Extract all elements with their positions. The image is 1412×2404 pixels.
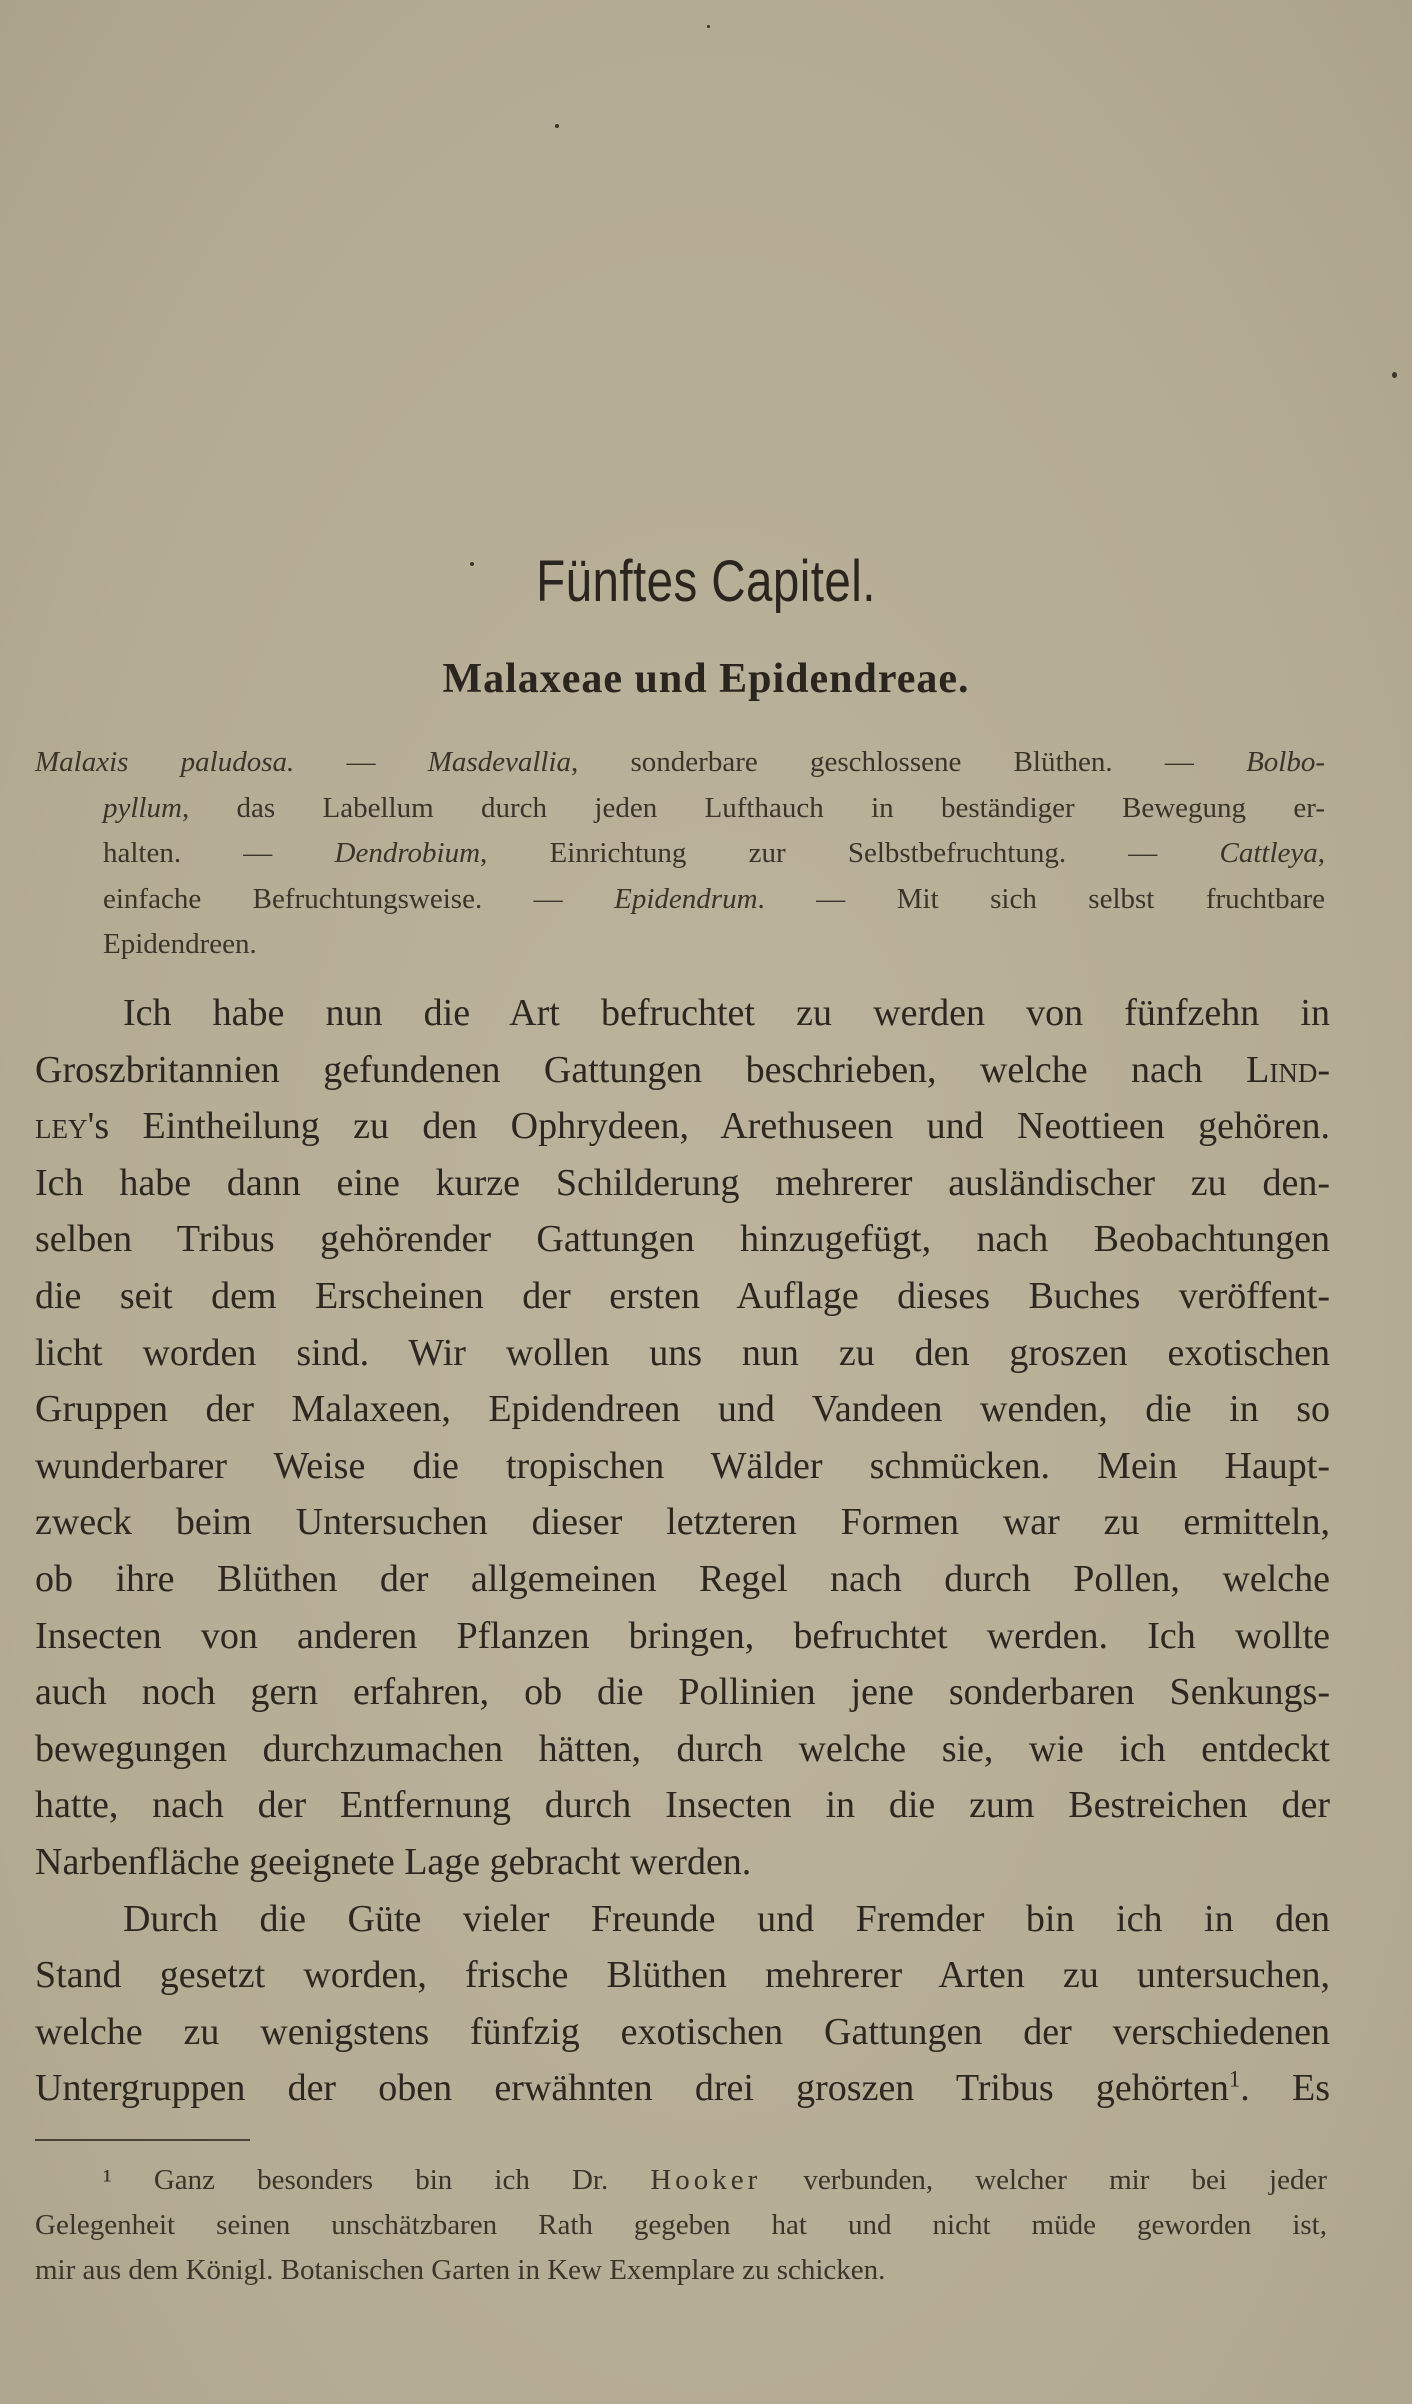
summary-line: einfache Befruchtungsweise. — Epidendrum. — Mit sich selbst fruchtbare — [103, 882, 1325, 915]
paragraph-line: hatte, nach der Entfernung durch Insecten in die zum Bestreichen der — [35, 1784, 1330, 1827]
paragraph-line: Narbenfläche geeignete Lage gebracht werden. — [35, 1840, 752, 1883]
body-text — [35, 985, 1330, 2117]
summary-line: halten. — Dendrobium, Einrichtung zur Selbstbefruchtung. — Cattleya, — [103, 837, 1326, 869]
paragraph-line: auch noch gern erfahren, ob die Pollinien jene sonderbaren Senkungs- — [35, 1671, 1330, 1714]
footnote-line: mir aus dem Königl. Botanischen Garten in Kew Exemplare zu schicken. — [35, 2254, 886, 2286]
footnote-line: Gelegenheit seinen unschätzbaren Rath gegeben hat und nicht müde geworden ist, — [35, 2209, 1327, 2241]
paragraph-line: bewegungen durchzumachen hätten, durch welche sie, wie ich entdeckt — [35, 1727, 1330, 1770]
paragraph-line: die seit dem Erscheinen der ersten Auflage dieses Buches veröffent- — [35, 1274, 1330, 1317]
footnote-divider — [35, 2139, 250, 2141]
summary-line: pyllum, das Labellum durch jeden Lufthauch in beständiger Bewegung er- — [103, 791, 1325, 824]
page-speck — [555, 124, 559, 128]
paragraph-line: Groszbritannien gefundenen Gattungen beschrieben, welche nach Lind- — [35, 1048, 1330, 1091]
chapter-title: Fünftes Capitel. — [536, 549, 876, 614]
page-speck — [1392, 372, 1397, 378]
paragraph-line: Untergruppen der oben erwähnten drei groszen Tribus gehörten$^1$. Es — [35, 2066, 1330, 2110]
paragraph-line: selben Tribus gehörender Gattungen hinzugefügt, nach Beobachtungen — [35, 1218, 1330, 1261]
section-title: Malaxeae und Epidendreae. — [442, 656, 970, 702]
page-speck — [707, 25, 710, 28]
paragraph-line: wunderbarer Weise die tropischen Wälder schmücken. Mein Haupt- — [35, 1444, 1330, 1487]
paragraph-line: Insecten von anderen Pflanzen bringen, befruchtet werden. Ich wollte — [35, 1614, 1330, 1657]
paragraph-line: ob ihre Blüthen der allgemeinen Regel nach durch Pollen, welche — [35, 1557, 1330, 1600]
footnote-line: ¹ Ganz besonders bin ich Dr. Hooker verbunden, welcher mir bei jeder — [103, 2164, 1327, 2196]
paragraph-line: Ich habe nun die Art befruchtet zu werden von fünfzehn in — [123, 992, 1330, 1034]
paragraph-line: welche zu wenigstens fünfzig exotischen Gattungen der verschiedenen — [35, 2010, 1330, 2053]
paragraph-line: Gruppen der Malaxeen, Epidendreen und Vandeen wenden, die in so — [35, 1388, 1330, 1431]
summary-line: Malaxis paludosa. — Masdevallia, sonderbare geschlossene Blüthen. — Bolbo- — [35, 746, 1326, 778]
paragraph-line: licht worden sind. Wir wollen uns nun zu den groszen exotischen — [35, 1331, 1330, 1374]
paragraph-line: zweck beim Untersuchen dieser letzteren Formen war zu ermitteln, — [35, 1501, 1330, 1544]
footnote — [35, 2158, 1327, 2293]
chapter-summary — [35, 740, 1325, 968]
footnote-marker: 1 — [1228, 2066, 1241, 2092]
summary-line: Epidendreen. — [103, 928, 257, 960]
paragraph-line: Ich habe dann eine kurze Schilderung mehrerer ausländischer zu den- — [35, 1161, 1330, 1204]
paragraph-line: ley's Eintheilung zu den Ophrydeen, Arethuseen und Neottieen gehören. — [35, 1105, 1330, 1148]
paragraph-line: Stand gesetzt worden, frische Blüthen mehrerer Arten zu untersuchen, — [35, 1954, 1330, 1997]
paragraph-line: Durch die Güte vieler Freunde und Fremder bin ich in den — [123, 1897, 1330, 1940]
